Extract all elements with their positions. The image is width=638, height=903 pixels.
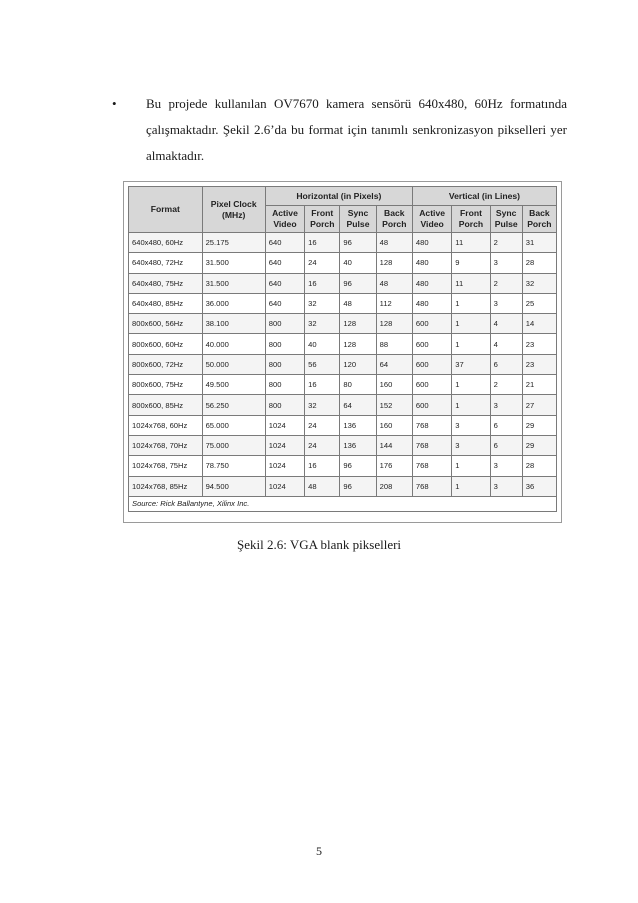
table-cell: 2 <box>490 273 522 293</box>
table-row <box>129 476 557 496</box>
table-cell: 640 <box>265 253 304 273</box>
subheader-cell: Sync Pulse <box>490 206 522 233</box>
table-cell: 800 <box>265 354 304 374</box>
bullet-icon: • <box>112 96 117 111</box>
table-cell: 136 <box>340 435 376 455</box>
table-cell: 4 <box>490 334 522 354</box>
table-cell: 9 <box>452 253 490 273</box>
subheader-cell: Front Porch <box>305 206 340 233</box>
table-cell: 600 <box>412 314 451 334</box>
table-cell: 32 <box>305 314 340 334</box>
table-cell: 14 <box>522 314 556 334</box>
table-cell: 600 <box>412 395 451 415</box>
table-cell: 6 <box>490 435 522 455</box>
table-cell: 768 <box>412 435 451 455</box>
table-cell: 144 <box>376 435 412 455</box>
table-cell: 208 <box>376 476 412 496</box>
table-cell: 160 <box>376 415 412 435</box>
subheader-cell: Front Porch <box>452 206 490 233</box>
table-cell: 48 <box>376 273 412 293</box>
table-cell: 24 <box>305 253 340 273</box>
table-cell: 31.500 <box>202 253 265 273</box>
table-cell: 36 <box>522 476 556 496</box>
table-cell: 1024x768, 60Hz <box>129 415 203 435</box>
figure-caption: Şekil 2.6: VGA blank pikselleri <box>236 537 402 552</box>
table-cell: 11 <box>452 273 490 293</box>
table-cell: 16 <box>305 375 340 395</box>
table-cell: 24 <box>305 435 340 455</box>
paragraph-line: çalışmaktadır. Şekil 2.6’da bu format için tanımlı senkronizasyon pikselleri yer <box>146 122 567 137</box>
table-row <box>129 395 557 415</box>
table-cell: 800 <box>265 314 304 334</box>
subheader-cell: Back Porch <box>376 206 412 233</box>
table-cell: 1 <box>452 395 490 415</box>
table-cell: 480 <box>412 293 451 313</box>
table-row <box>129 334 557 354</box>
table-cell: 25 <box>522 293 556 313</box>
table-cell: 800x600, 56Hz <box>129 314 203 334</box>
table-cell: 640x480, 85Hz <box>129 293 203 313</box>
table-cell: 1 <box>452 293 490 313</box>
table-cell: 1 <box>452 314 490 334</box>
table-cell: 96 <box>340 456 376 476</box>
table-cell: 3 <box>452 435 490 455</box>
table-cell: 800x600, 85Hz <box>129 395 203 415</box>
page-number: 5 <box>316 844 322 858</box>
table-cell: 800x600, 60Hz <box>129 334 203 354</box>
table-cell: 64 <box>340 395 376 415</box>
table-cell: 28 <box>522 253 556 273</box>
paragraph-line: almaktadır. <box>146 148 205 163</box>
table-cell: 640 <box>265 293 304 313</box>
table-cell: 38.100 <box>202 314 265 334</box>
table-cell: 1024x768, 85Hz <box>129 476 203 496</box>
table-cell: 23 <box>522 354 556 374</box>
vga-timing-figure <box>123 181 562 523</box>
table-cell: 56 <box>305 354 340 374</box>
vga-timing-table <box>128 186 557 512</box>
header-vertical: Vertical (in Lines) <box>412 187 556 206</box>
table-cell: 768 <box>412 456 451 476</box>
table-cell: 3 <box>490 456 522 476</box>
table-cell: 128 <box>376 314 412 334</box>
table-cell: 31.500 <box>202 273 265 293</box>
table-cell: 128 <box>340 314 376 334</box>
table-cell: 96 <box>340 476 376 496</box>
table-cell: 64 <box>376 354 412 374</box>
table-cell: 480 <box>412 273 451 293</box>
table-cell: 16 <box>305 273 340 293</box>
table-cell: 480 <box>412 233 451 253</box>
table-cell: 640 <box>265 233 304 253</box>
paragraph-line: Bu projede kullanılan OV7670 kamera sensörü 640x480, 60Hz formatında <box>146 96 567 111</box>
table-cell: 800 <box>265 334 304 354</box>
subheader-cell: Back Porch <box>522 206 556 233</box>
header-format: Format <box>129 187 203 233</box>
table-source: Source: Rick Ballantyne, Xilinx Inc. <box>129 496 557 511</box>
table-cell: 29 <box>522 435 556 455</box>
table-cell: 1024 <box>265 415 304 435</box>
table-cell: 1024 <box>265 476 304 496</box>
table-cell: 768 <box>412 476 451 496</box>
table-cell: 27 <box>522 395 556 415</box>
table-cell: 32 <box>305 293 340 313</box>
table-cell: 3 <box>490 293 522 313</box>
table-cell: 640 <box>265 273 304 293</box>
subheader-cell: Active Video <box>265 206 304 233</box>
table-row <box>129 293 557 313</box>
table-cell: 600 <box>412 334 451 354</box>
table-cell: 600 <box>412 354 451 374</box>
table-cell: 48 <box>376 233 412 253</box>
table-cell: 600 <box>412 375 451 395</box>
table-row <box>129 233 557 253</box>
table-cell: 40 <box>340 253 376 273</box>
table-cell: 3 <box>452 415 490 435</box>
table-cell: 65.000 <box>202 415 265 435</box>
table-cell: 88 <box>376 334 412 354</box>
table-row <box>129 415 557 435</box>
header-horizontal: Horizontal (in Pixels) <box>265 187 412 206</box>
table-cell: 80 <box>340 375 376 395</box>
table-cell: 75.000 <box>202 435 265 455</box>
table-cell: 56.250 <box>202 395 265 415</box>
table-cell: 78.750 <box>202 456 265 476</box>
table-cell: 25.175 <box>202 233 265 253</box>
table-cell: 1024x768, 75Hz <box>129 456 203 476</box>
table-row <box>129 273 557 293</box>
table-cell: 96 <box>340 233 376 253</box>
table-cell: 1024 <box>265 435 304 455</box>
table-cell: 49.500 <box>202 375 265 395</box>
table-cell: 640x480, 75Hz <box>129 273 203 293</box>
table-cell: 1024x768, 70Hz <box>129 435 203 455</box>
table-cell: 48 <box>340 293 376 313</box>
table-cell: 32 <box>522 273 556 293</box>
table-cell: 640x480, 60Hz <box>129 233 203 253</box>
table-cell: 152 <box>376 395 412 415</box>
table-body <box>129 233 557 497</box>
table-cell: 31 <box>522 233 556 253</box>
table-cell: 40 <box>305 334 340 354</box>
table-cell: 3 <box>490 395 522 415</box>
subheader-cell: Active Video <box>412 206 451 233</box>
table-cell: 32 <box>305 395 340 415</box>
table-cell: 800x600, 72Hz <box>129 354 203 374</box>
table-cell: 23 <box>522 334 556 354</box>
table-cell: 16 <box>305 233 340 253</box>
table-cell: 11 <box>452 233 490 253</box>
table-row <box>129 314 557 334</box>
table-cell: 3 <box>490 476 522 496</box>
table-cell: 1 <box>452 334 490 354</box>
table-cell: 2 <box>490 375 522 395</box>
table-cell: 48 <box>305 476 340 496</box>
table-row <box>129 435 557 455</box>
table-cell: 800x600, 75Hz <box>129 375 203 395</box>
table-cell: 37 <box>452 354 490 374</box>
table-cell: 136 <box>340 415 376 435</box>
table-cell: 40.000 <box>202 334 265 354</box>
table-cell: 21 <box>522 375 556 395</box>
table-cell: 640x480, 72Hz <box>129 253 203 273</box>
table-cell: 28 <box>522 456 556 476</box>
table-cell: 1 <box>452 375 490 395</box>
paragraph-text <box>146 91 567 169</box>
table-cell: 480 <box>412 253 451 273</box>
table-cell: 1024 <box>265 456 304 476</box>
table-cell: 96 <box>340 273 376 293</box>
table-cell: 1 <box>452 456 490 476</box>
table-cell: 29 <box>522 415 556 435</box>
table-cell: 94.500 <box>202 476 265 496</box>
table-cell: 112 <box>376 293 412 313</box>
table-row <box>129 375 557 395</box>
table-cell: 50.000 <box>202 354 265 374</box>
table-cell: 6 <box>490 354 522 374</box>
table-cell: 800 <box>265 395 304 415</box>
table-cell: 768 <box>412 415 451 435</box>
subheader-cell: Sync Pulse <box>340 206 376 233</box>
table-cell: 6 <box>490 415 522 435</box>
table-cell: 800 <box>265 375 304 395</box>
table-row <box>129 354 557 374</box>
table-cell: 128 <box>376 253 412 273</box>
table-cell: 4 <box>490 314 522 334</box>
table-cell: 24 <box>305 415 340 435</box>
table-cell: 128 <box>340 334 376 354</box>
table-cell: 2 <box>490 233 522 253</box>
table-cell: 3 <box>490 253 522 273</box>
table-cell: 120 <box>340 354 376 374</box>
header-pixel-clock: Pixel Clock (MHz) <box>202 187 265 233</box>
table-row <box>129 253 557 273</box>
table-cell: 160 <box>376 375 412 395</box>
table-cell: 36.000 <box>202 293 265 313</box>
table-cell: 16 <box>305 456 340 476</box>
table-cell: 1 <box>452 476 490 496</box>
table-cell: 176 <box>376 456 412 476</box>
table-row <box>129 456 557 476</box>
